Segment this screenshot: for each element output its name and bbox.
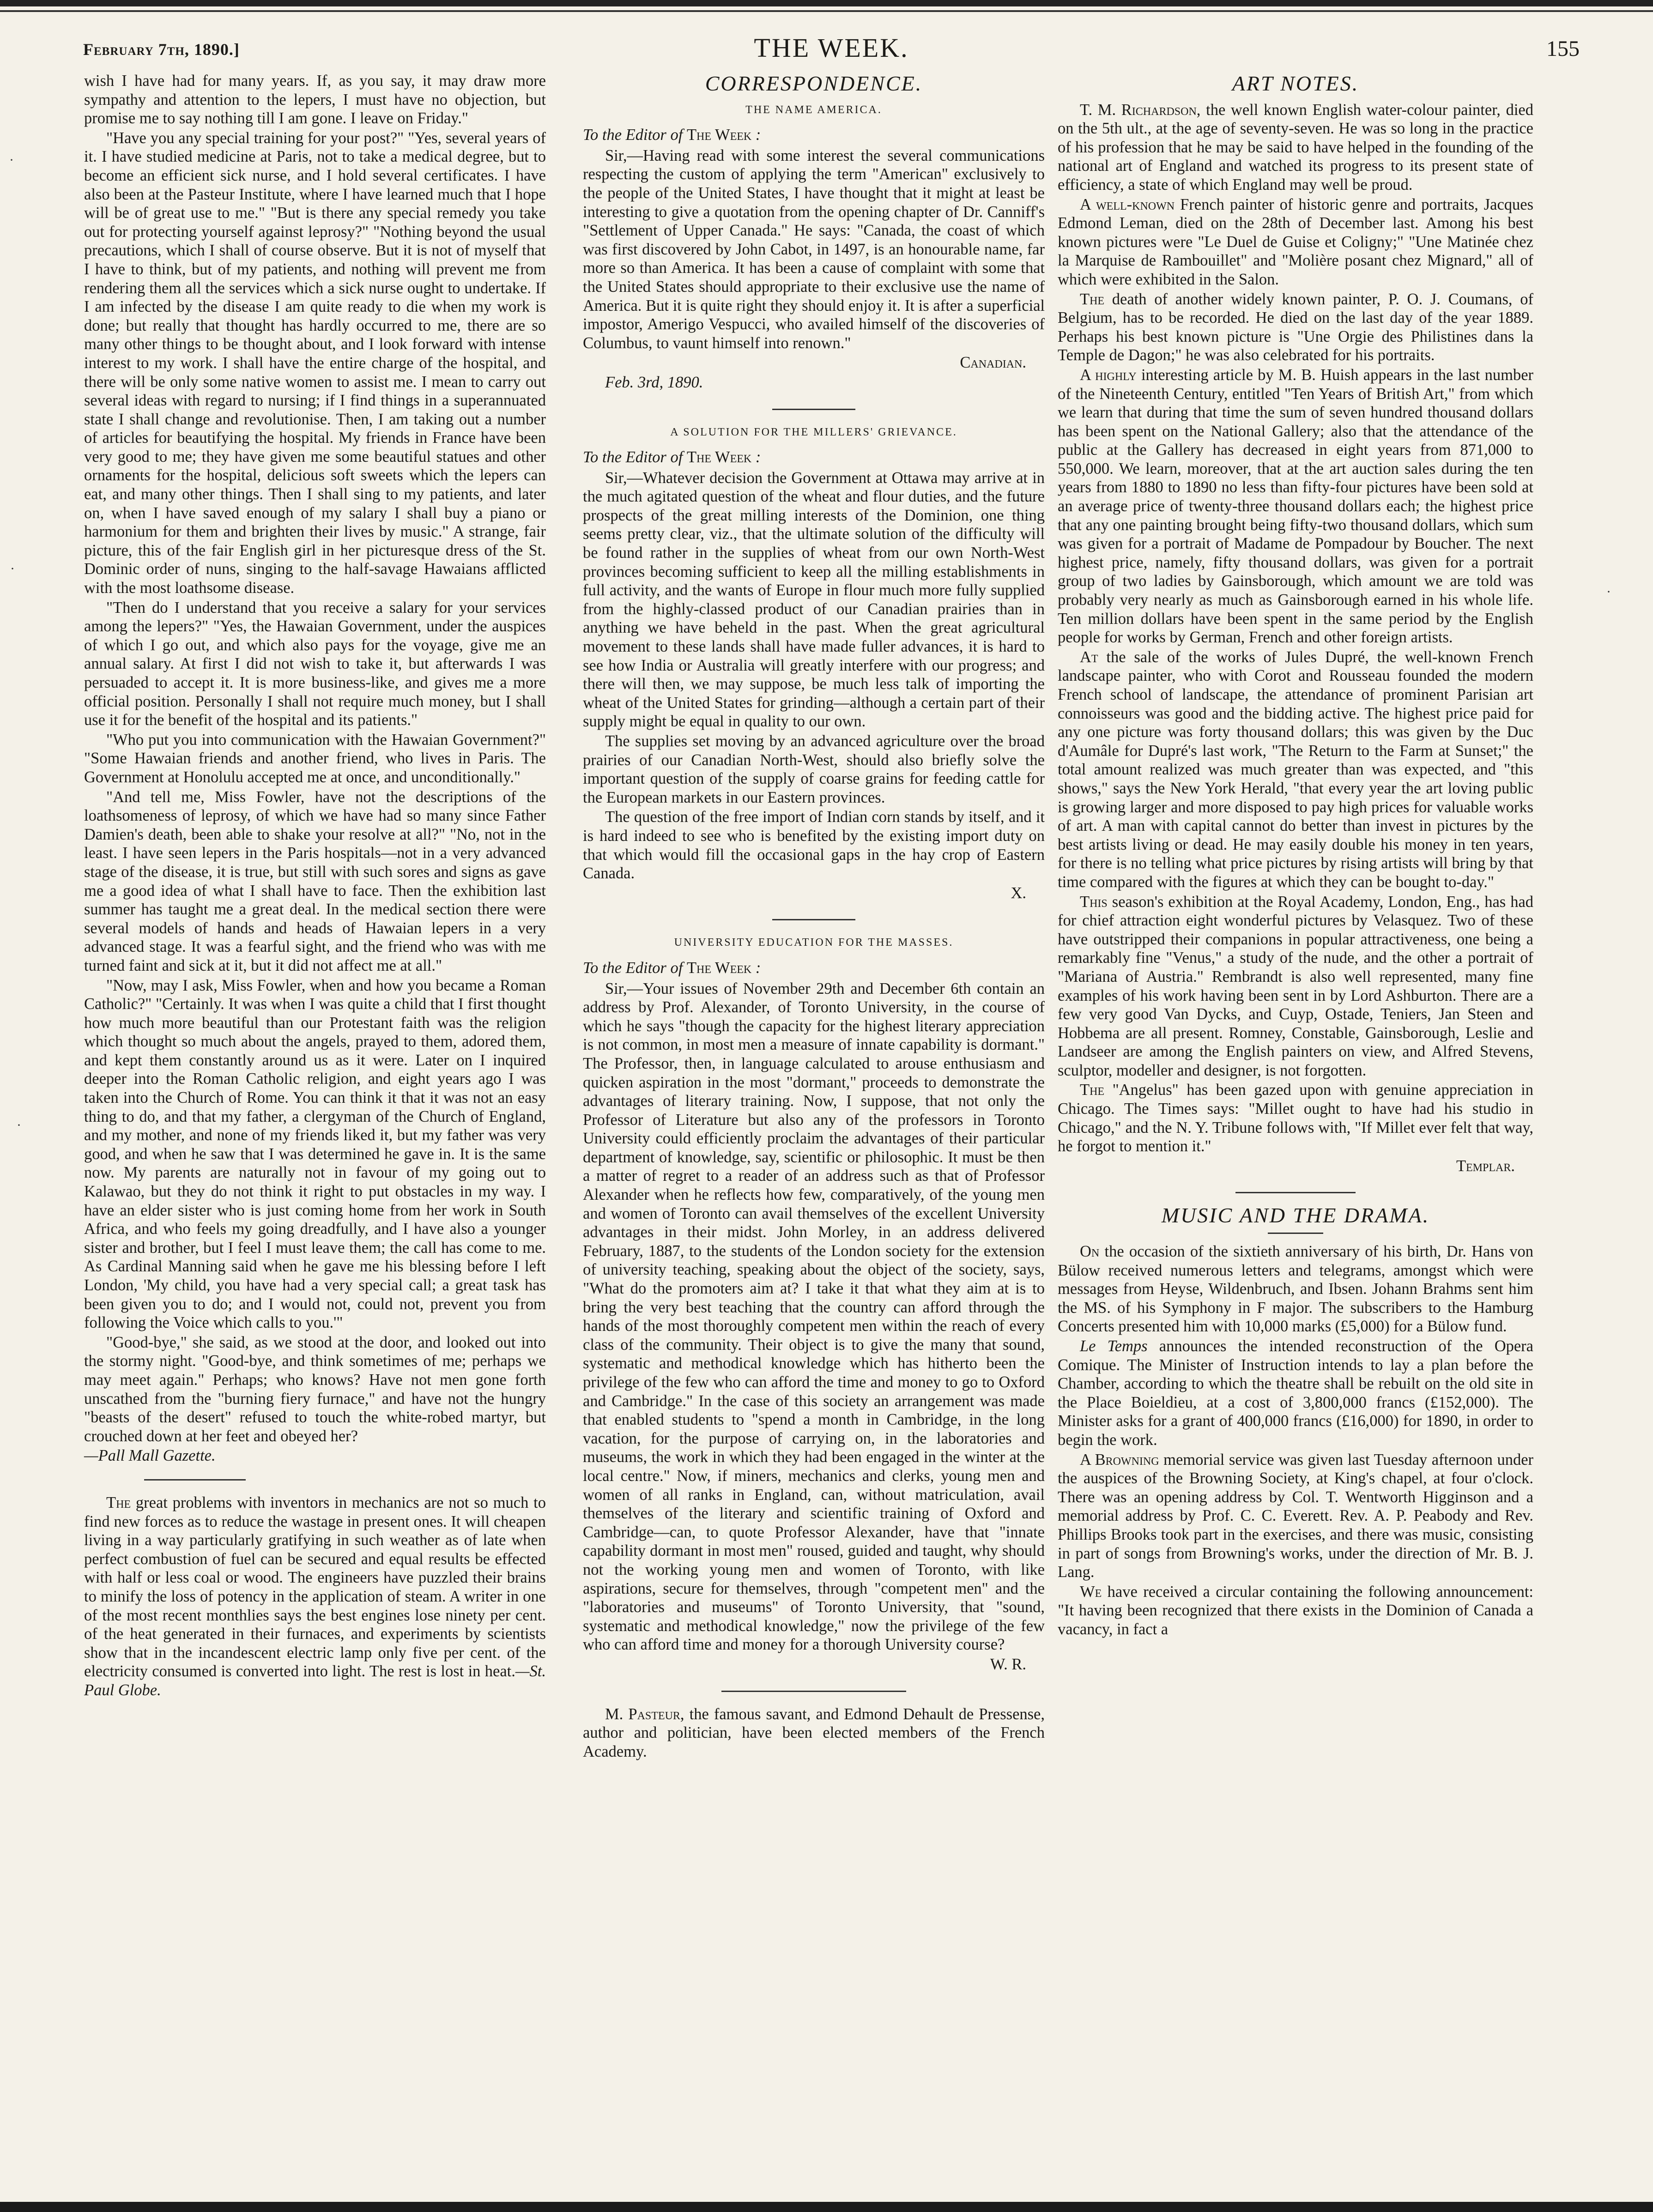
note-text: French painter of historic genre and portraits, Jacques Edmond Leman, died on the 28th of December last. Among his best known pictures were "Le Duel de Guise et Coligny;" "Une Matinée chez la Marquise de Rambouillet" and "Molière posant chez Mignard," all of which were exhibited in the Salon. (1058, 195, 1534, 288)
letter-date: Feb. 3rd, 1890. (605, 373, 703, 391)
salutation-text: To the Editor of (583, 448, 683, 466)
note-text: death of another widely known painter, P. O. J. Coumans, of Belgium, has to be recorded. He died on the last day of the year 1889. Perhaps his best known picture is "Une Orgie des Philistines dans la Temple de Dagon;" he was also celebrated for his portraits. (1058, 290, 1533, 364)
note-text: "Angelus" has been gazed upon with genuine appreciation in Chicago. The Times says: "Millet ought to have had his studio in Chicago," and the N. Y. Tribune follows with, "If Millet ever felt that way, he forgot to mention it." (1058, 1081, 1533, 1155)
section-divider (144, 1479, 246, 1481)
letter-body: Sir,—Whatever decision the Government at Ottawa may arrive at in the much agitated question of the wheat and flour duties, and the future prospects of the great milling interests of the Dominion, one thing seems pretty clear, viz., that the ultimate solution of the difficulty will be found rather in the supplies of wheat from our own North-West provinces becoming sufficient to keep all the milling establishments in full activity, and the wants of Europe in flour much more fully supplied from the highly-classed product of our Canadian prairies than in anything we have beheld in the past. When the great agricultural movement to these lands shall have made fuller advances, it is hard to see how India or Australia will greatly interfere with our progress; and there will then, we may suppose, be much less talk of importing the wheat of the United States for grinding—although a certain part of their supply might be equal in quality to our own. (583, 469, 1045, 731)
paper-name: The Week (686, 126, 752, 144)
news-note (583, 1705, 1045, 1761)
letter-body: The supplies set moving by an advanced agriculture over the broad prairies of our Canadian North-West, should also briefly solve the important question of the supply of coarse grains for feeding cattle for the European markets in our Eastern provinces. (583, 732, 1045, 806)
issue-date: February 7th, 1890.] (83, 40, 240, 59)
lead-word: A well-known (1080, 195, 1175, 213)
section-divider (1235, 1192, 1356, 1193)
article-paragraph: "And tell me, Miss Fowler, have not the descriptions of the loathsomeness of leprosy, of which we have had so many since Father Damien's death, been able to shake your resolve at all?" "No, not in the least. I have seen lepers in the Paris hospitals—not in a very advanced stage of the disease, it is true, but still with such sores and signs as gave me a good idea of what I shall have to face. Then the exhibition last summer has taught me a great deal. In the medical section there were several models of hands and heads of Hawaian lepers in a very advanced stage. It was a fearful sight, and the friend who was with me turned faint and sick at it, but it did not affect me at all." (84, 788, 546, 974)
art-note (1058, 366, 1533, 647)
paper-name: The Week (686, 448, 752, 466)
article-text: great problems with inventors in mechanics are not so much to find new forces as to reduce the wastage in present ones. It will cheapen living in a way particularly gratifying in such weather as of late when perfect combustion of fuel can be secured and equal results be effected with half or less coal or wood. The engineers have puzzled their brains to minify the loss of potency in the application of steam. A writer in one of the most recent monthlies says the best engines lose ninety per cent. of the heat generated in their furnaces, and experiments by scientists show that in the incandescent electric lamp only five per cent. of the electricity consumed is converted into light. The rest is lost in heat. (84, 1493, 546, 1680)
art-note (1058, 290, 1533, 365)
article-paragraph (84, 1493, 546, 1700)
section-title-correspondence: CORRESPONDENCE. (705, 72, 923, 95)
music-note (1058, 1242, 1533, 1336)
article-paragraph: "Good-bye," she said, as we stood at the door, and looked out into the stormy night. "Good-bye, and think sometimes of me; perhaps we may meet again." Perhaps; who knows? Have not men gone forth unscathed from the "burning fiery furnace," and have not the hungry "beasts of the desert" refused to touch the white-robed martyr, but crouched down at her feet and obeyed her? (84, 1333, 546, 1445)
title-underline (1268, 1233, 1323, 1234)
art-note (1058, 648, 1533, 892)
margin-mark: · (10, 561, 15, 576)
article-paragraph: "Who put you into communication with the Hawaian Government?" "Some Hawaian friends and another friend, who lives in Paris. The Government at Honolulu accepted me at once, and unconditionally." (84, 731, 546, 786)
letter-salutation: To the Editor of The Week : (583, 448, 761, 466)
article-paragraph: "Now, may I ask, Miss Fowler, when and how you became a Roman Catholic?" "Certainly. It was when I was quite a child that I first thought how much more beautiful than our Protestant faith was the religion which thought so much about the angels, prayed to them, adored them, and kept them constantly around us as it were. Later on I inquired deeper into the Roman Catholic religion, and eight years ago I was taken into the Church of Rome. You can think it that it was not an easy thing to do, and that my father, a clergyman of the Church of England, and my mother, and none of my friends liked it, but my father was very good, and when he saw that I was determined he gave in. It is the same now. My parents are naturally not in favour of my going out to Kalawao, but they do not think it right to put obstacles in my way. I have an elder sister who is just coming home from her work in South Africa, and who feels my going dreadfully, and I have also a younger sister and brother, but I feel I must leave them; the call has come to me. As Cardinal Manning said when he gave me his blessing before I left London, 'My child, you have had a very special call; a great task has been given you to do; and I would not, could not, prevent you from following the Voice which calls to you.'" (84, 976, 546, 1332)
section-divider (721, 1691, 906, 1692)
art-note (1058, 1081, 1533, 1155)
article-paragraph: "Then do I understand that you receive a salary for your services among the lepers?" "Yes, the Hawaian Government, under the auspices of which I go out, and which also pays for the voyage, give me an annual salary. At first I did not wish to take it, but afterwards I was persuaded to accept it. It is more business-like, and gives me a more official position. Personally I shall not require much money, but I shall use it for the benefit of the hospital and its patients." (84, 598, 546, 729)
lead-word: The (106, 1493, 131, 1511)
section-signature: Templar. (1456, 1157, 1515, 1175)
letter-body: Sir,—Having read with some interest the several communications respecting the custom of applying the term "American" exclusively to the people of the United States, I have thought that it might at least be interesting to give a quotation from the opening chapter of Dr. Canniff's "Settlement of Upper Canada." He says: "Canada, the coast of which was first discovered by John Cabot, in 1497, is an honourable name, far more so than America. It has been a cause of complaint with some that the United States should appropriate to their exclusive use the name of America. But it is quite right they should enjoy it. It is after a superficial impostor, Amerigo Vespucci, who availed himself of the discoveries of Columbus, to vaunt himself into renown." (583, 146, 1045, 352)
letter-signature: W. R. (990, 1655, 1026, 1673)
section-divider (772, 919, 855, 920)
section-title-music-drama: MUSIC AND THE DRAMA. (1161, 1203, 1430, 1227)
art-note (1058, 101, 1533, 194)
music-note (1058, 1583, 1533, 1639)
lead-word: We (1080, 1583, 1102, 1601)
note-text: have received a circular containing the following announcement: "It having been recognized that there exists in the Dominion of Canada a vacancy, in fact a (1058, 1583, 1534, 1638)
journal-title: THE WEEK. (754, 33, 909, 63)
page-header (83, 24, 1580, 66)
margin-mark: · (1606, 584, 1611, 599)
lead-word: Le Temps (1080, 1337, 1148, 1355)
column-right (1058, 72, 1533, 1640)
note-text: the sale of the works of Jules Dupré, the well-known French landscape painter, who with Corot and Rousseau founded the modern French school of landscape, the attendance of prominent Parisian art connoisseurs was good and the bidding active. The highest price paid for any one picture was forty thousand dollars; this was given by the Duc d'Aumâle for Dupré's last work, "The Return to the Farm at Sunset;" the total amount realized was much greater than was expected, and "this shows," says the New York Herald, "that every year the art loving public is growing larger and more disposed to pay high prices for valuable works of art. A man with capital cannot do better than invest in pictures by the best artists living or dead. He may easily double his money in ten years, for there is no telling what price pictures by rising artists will bring by that time compared with the figures at which they can be bought to-day." (1058, 648, 1533, 891)
salutation-text: To the Editor of (583, 126, 683, 144)
music-note (1058, 1337, 1533, 1450)
art-note (1058, 195, 1533, 289)
letter-salutation: To the Editor of The Week : (583, 126, 761, 144)
lead-word: The (1080, 290, 1105, 308)
lead-word: A highly (1080, 366, 1137, 384)
paper-name: The Week (686, 959, 752, 977)
note-text: the occasion of the sixtieth anniversary of his birth, Dr. Hans von Bülow received numerous letters and telegrams, amongst which were messages from Heyse, Wildenbruch, and Ibsen. Johann Brahms sent him the MS. of his Symphony in F major. The subscribers to the Hamburg Concerts presented him with 10,000 marks (£5,000) for a Bülow fund. (1058, 1243, 1533, 1336)
note-text: the well known English water-colour painter, died on the 5th ult., at the age of seventy-seven. He was so long in the practice of his profession that he may be said to have helped in the founding of the national art of England and watched its progress to its present state of efficiency, a state of which England may well be proud. (1058, 101, 1533, 193)
column-left (84, 72, 546, 1700)
art-note (1058, 893, 1533, 1080)
note-text: season's exhibition at the Royal Academy, London, Eng., has had for chief attraction eight wonderful pictures by Velasquez. Two of these have outstripped their companions in popular attractiveness, one being a remarkably fine "Venus," a study of the nude, and the other a portrait of "Mariana of Austria." Rembrandt is also well represented, many fine examples of his work having been sent in by Lord Ashburton. There are a few very good Van Dycks, and Cuyp, Ostade, Teniers, Jan Steen and Hobbema are all present. Romney, Constable, Gainsborough, Leslie and Landseer are among the English painters on view, and Alfred Stevens, sculptor, modeller and designer, is not forgotten. (1058, 893, 1534, 1079)
margin-mark: · (17, 1118, 21, 1133)
section-divider (772, 409, 855, 410)
letter-heading: A SOLUTION FOR THE MILLERS' GRIEVANCE. (670, 426, 957, 438)
lead-word: M. Pasteur, (605, 1705, 684, 1723)
lead-word: The (1080, 1081, 1105, 1099)
section-title-art-notes: ART NOTES. (1232, 72, 1359, 95)
note-text: memorial service was given last Tuesday afternoon under the auspices of the Browning Society, at King's chapel, at four o'clock. There was an opening address by Col. T. Wentworth Higginson and a memorial address by Prof. C. C. Everett. Rev. A. P. Peabody and Rev. Phillips Brooks took part in the exercises, and there was music, consisting in part of songs from Browning's works, under the direction of Mr. B. J. Lang. (1058, 1450, 1534, 1581)
column-middle (583, 72, 1045, 1762)
bottom-border-rule (0, 2202, 1653, 2212)
letter-signature: Canadian. (960, 354, 1026, 372)
lead-word: T. M. Richardson, (1080, 101, 1201, 119)
top-border-thin-rule (0, 10, 1653, 12)
lead-word: A Browning (1080, 1450, 1159, 1469)
article-source: —Pall Mall Gazette. (84, 1447, 216, 1465)
letter-signature: X. (1011, 884, 1026, 902)
top-border-rule (0, 0, 1653, 6)
article-source: —St. Paul Globe. (84, 1662, 546, 1699)
letter-body: Sir,—Your issues of November 29th and December 6th contain an address by Prof. Alexander, of Toronto University, in the course of which he says "though the capacity for the highest literary appreciation is not common, in most men a measure of innate capability is dormant." The Professor, then, in language calculated to arouse enthusiasm and quicken aspiration in the most "dormant," proceeds to demonstrate the advantages of literary training. Now, I suppose, that not only the Professor of Literature but also any of the professors in Toronto University could efficiently proclaim the advantages of their particular department of knowledge, say, scientific or philosophic. It must be then a matter of regret to a reader of an address such as that of Professor Alexander when he reflects how few, comparatively, of the young men and women of Toronto can avail themselves of the excellent University advantages in their midst. John Morley, in an address delivered February, 1887, to the students of the London society for the extension of university teaching, speaking about the object of the society, says, "What do the promoters aim at? I take it that what they aim at is to bring the very best teaching that the country can afford through the hands of the most thoroughly competent men within the reach of every class of the community. Their object is to give the many that sound, systematic and methodical knowledge which has hitherto been the privilege of the few who can afford the time and money to go to Oxford and Cambridge." In the case of this society an arrangement was made that enabled students to "spend a month in Cambridge, in the long vacation, for the purpose of carrying on, in the laboratories and museums, the work in which they had been engaged in the winter at the local centre." Now, if miners, mechanics and clerks, young men and women of all ranks in England, can, without matriculation, avail themselves of the literary and scientific training of Oxford and Cambridge—can, to quote Professor Alexander, have that "innate capability dormant in most men" roused, guided and taught, why should not the working young men and women of Toronto, with like aspirations, secure for themselves, through "competent men" and the "laboratories and museums" of Toronto University, that "sound, systematic and methodical knowledge," now the privilege of the few who can afford time and money for a thorough University course? (583, 979, 1045, 1654)
note-text: interesting article by M. B. Huish appears in the last number of the Nineteenth Century, entitled "Ten Years of British Art," from which we learn that during that time the sum of seven hundred thousand dollars has been spent on the National Gallery; also that the attendance of the public at the Gallery has decreased in eight years from 871,000 to 550,000. We learn, moreover, that at the art auction sales during the ten years from 1880 to 1890 no less than fifty-four pictures have been sold at an average price of twenty-three thousand dollars each; the highest price that any one painting brought being fifty-two thousand dollars, which sum was given for a portrait of Madame de Pompadour by Boucher. The next highest price, namely, fifty thousand dollars, was given for a portrait group of two ladies by Gainsborough, which amount we are told was probably very nearly as much as Gainsborough earned in his whole life. Ten million dollars have been spent in the same period by the English people for works by German, French and other foreign artists. (1058, 366, 1534, 647)
lead-word: This (1080, 893, 1108, 911)
music-note (1058, 1450, 1533, 1582)
article-paragraph: wish I have had for many years. If, as you say, it may draw more sympathy and attention to the lepers, I must have no objection, but promise me to say nothing till I am gone. I leave on Friday." (84, 72, 546, 127)
note-text: announces the intended reconstruction of the Opera Comique. The Minister of Instruction intends to lay a plan before the Chamber, according to which the theatre shall be rebuilt on the old site in the Place Boieldieu, at a cost of 3,800,000 francs (£152,000). The Minister asks for a grant of 400,000 francs (£16,000) for 1890, in order to begin the work. (1058, 1337, 1533, 1449)
letter-heading: THE NAME AMERICA. (745, 103, 882, 116)
letter-salutation: To the Editor of The Week : (583, 959, 761, 977)
lead-word: On (1080, 1243, 1100, 1261)
note-text: the famous savant, and Edmond Dehault de Pressense, author and politician, have been elected members of the French Academy. (583, 1705, 1045, 1760)
letter-heading: UNIVERSITY EDUCATION FOR THE MASSES. (674, 937, 954, 949)
letter-body: The question of the free import of Indian corn stands by itself, and it is hard indeed to see who is benefited by the existing import duty on that which would fill the occasional gaps in the hay crop of Eastern Canada. (583, 808, 1045, 882)
article-paragraph: "Have you any special training for your post?" "Yes, several years of it. I have studied medicine at Paris, not to take a medical degree, but to become an efficient sick nurse, and I hold several certificates. I have also been at the Pasteur Institute, where I have learned much that I hope will be of great use to me." "But is there any special remedy you take out for protecting yourself against leprosy?" "Nothing beyond the usual precautions, which I shall of course observe. But it is not of myself that I have to think, but of my patients, and nothing will prevent me from rendering them all the services which a sick nurse ought to undertake. If I am infected by the disease I am quite ready to die when my work is done; but really that thought has hardly occurred to me, there are so many other things to be thought about, and I look forward with intense interest to my work. I shall have the entire charge of the hospital, and there will be only some native women to assist me. I mean to carry out several ideas with regard to nursing; if I find things in a superannuated state I shall change and revolutionise. Then, I am taking out a number of articles for beautifying the hospital. My friends in France have been very good to me; they have given me some beautiful statues and other ornaments for the hospital, delicious soft sweets which the lepers can eat, and many other things. Then I shall sing to my patients, and later on, when I have saved enough of my salary I shall buy a piano or harmonium for them and brighten their lives by music." A strange, fair picture, this of the fair English girl in her picturesque dress of the St. Dominic order of nuns, singing to the half-savage Hawaians afflicted with the most loathsome disease. (84, 129, 546, 597)
salutation-text: To the Editor of (583, 959, 683, 977)
lead-word: At (1080, 648, 1098, 666)
page-number: 155 (1546, 36, 1580, 61)
margin-mark: · (9, 152, 14, 168)
